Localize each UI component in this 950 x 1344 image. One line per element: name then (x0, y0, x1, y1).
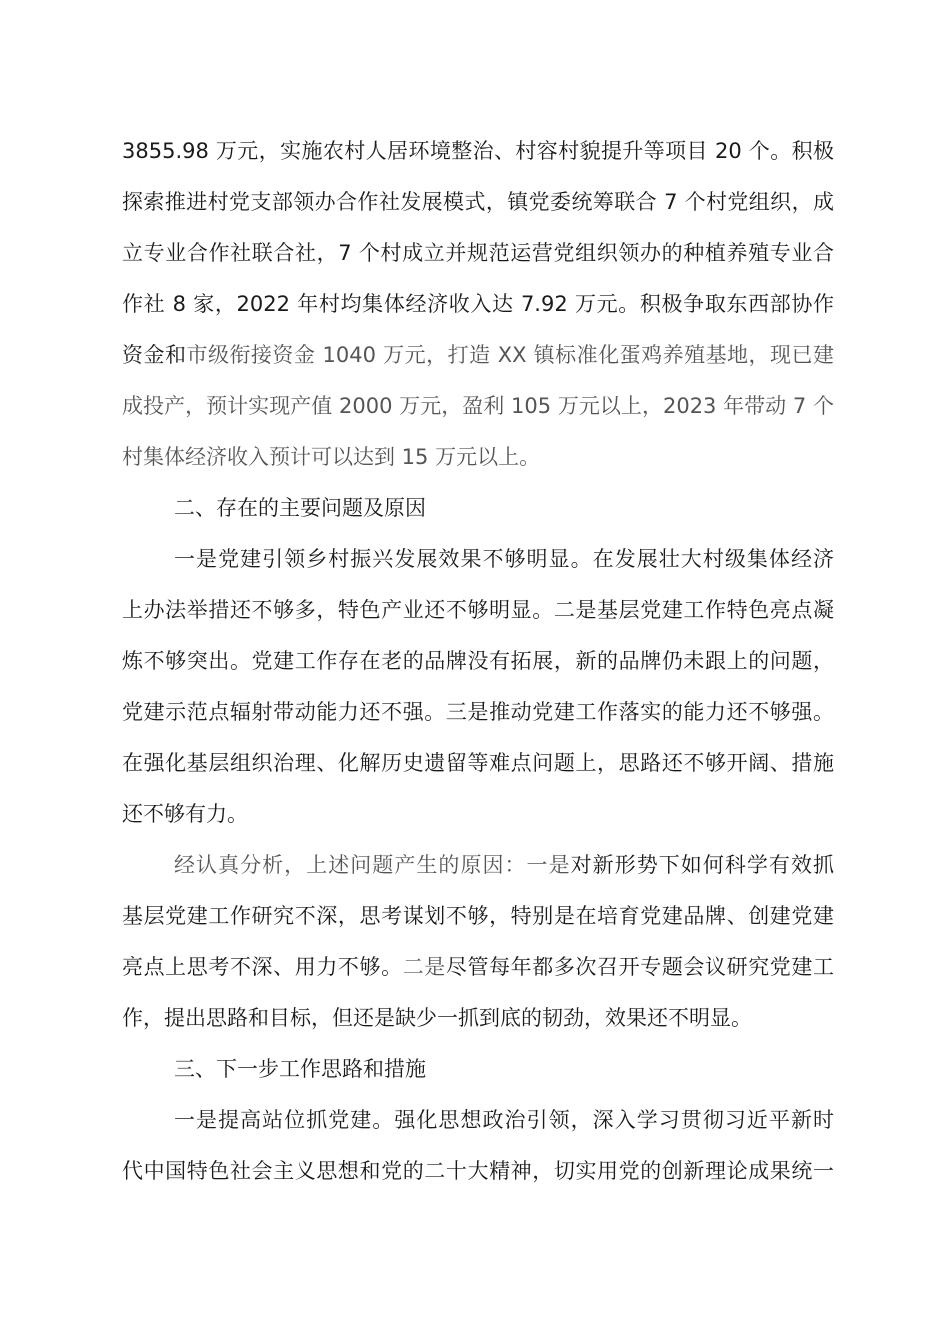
text-line: 一是党建引领乡村振兴发展效果不够明显。在发展壮大村级集体经济 (174, 547, 834, 571)
heading-text: 三、下一步工作思路和措施 (174, 1057, 426, 1081)
text-line: 作社 8 家，2022 年村均集体经济收入达 7.92 万元。积极争取东西部协作 (122, 292, 834, 316)
text-line: 基层党建工作研究不深，思考谋划不够，特别是在培育党建品牌、创建党建 (122, 904, 834, 928)
text-fragment-muted: 经认真分析，上述问题产生的原因：一是 (174, 853, 571, 877)
text-line: 上办法举措还不够多，特色产业还不够明显。二是基层党建工作特色亮点凝 (122, 598, 834, 622)
text-line (122, 942, 834, 993)
paragraph-next-steps (122, 1095, 834, 1197)
text-line: 立专业合作社联合社，7 个村成立并规范运营党组织领办的种植养殖专业合 (122, 241, 834, 265)
paragraph-problems (122, 534, 834, 840)
document-body (122, 126, 834, 1197)
text-line: 在强化基层组织治理、化解历史遗留等难点问题上，思路还不够开阔、措施 (122, 751, 834, 775)
text-line: 代中国特色社会主义思想和党的二十大精神，切实用党的创新理论成果统一 (122, 1159, 834, 1183)
section-heading-problems (122, 483, 834, 534)
text-line: 成投产，预计实现产值 2000 万元，盈利 105 万元以上，2023 年带动 7 个 (122, 394, 834, 418)
text-line (122, 840, 834, 891)
text-line (122, 330, 834, 381)
text-fragment-muted: 二是 (402, 955, 446, 979)
text-line: 探索推进村党支部领办合作社发展模式，镇党委统筹联合 7 个村党组织，成 (122, 190, 834, 214)
text-line: 还不够有力。 (122, 802, 248, 826)
text-line: 3855.98 万元，实施农村人居环境整治、村容村貌提升等项目 20 个。积极 (122, 139, 834, 163)
paragraph-achievements (122, 126, 834, 483)
text-line: 一是提高站位抓党建。强化思想政治引领，深入学习贯彻习近平新时 (174, 1108, 834, 1132)
text-line: 党建示范点辐射带动能力还不强。三是推动党建工作落实的能力还不够强。 (122, 700, 834, 724)
text-line: 炼不够突出。党建工作存在老的品牌没有拓展，新的品牌仍未跟上的问题， (122, 649, 834, 673)
section-heading-next-steps (122, 1044, 834, 1095)
text-line: 作，提出思路和目标，但还是缺少一抓到底的韧劲，效果还不明显。 (122, 1006, 752, 1030)
text-fragment: 资金和 (122, 343, 187, 367)
text-fragment-muted: 市级衔接资金 1040 万元，打造 XX 镇标准化蛋鸡养殖基地，现已建 (186, 343, 835, 367)
text-fragment: 对新形势下如何科学有效抓 (570, 853, 835, 877)
heading-text: 二、存在的主要问题及原因 (174, 496, 426, 520)
text-fragment: 亮点上思考不深、用力不够。 (122, 955, 403, 979)
paragraph-causes (122, 840, 834, 1044)
text-line: 村集体经济收入预计可以达到 15 万元以上。 (122, 445, 541, 469)
text-fragment: 尽管每年都多次召开专题会议研究党建工 (445, 955, 834, 979)
